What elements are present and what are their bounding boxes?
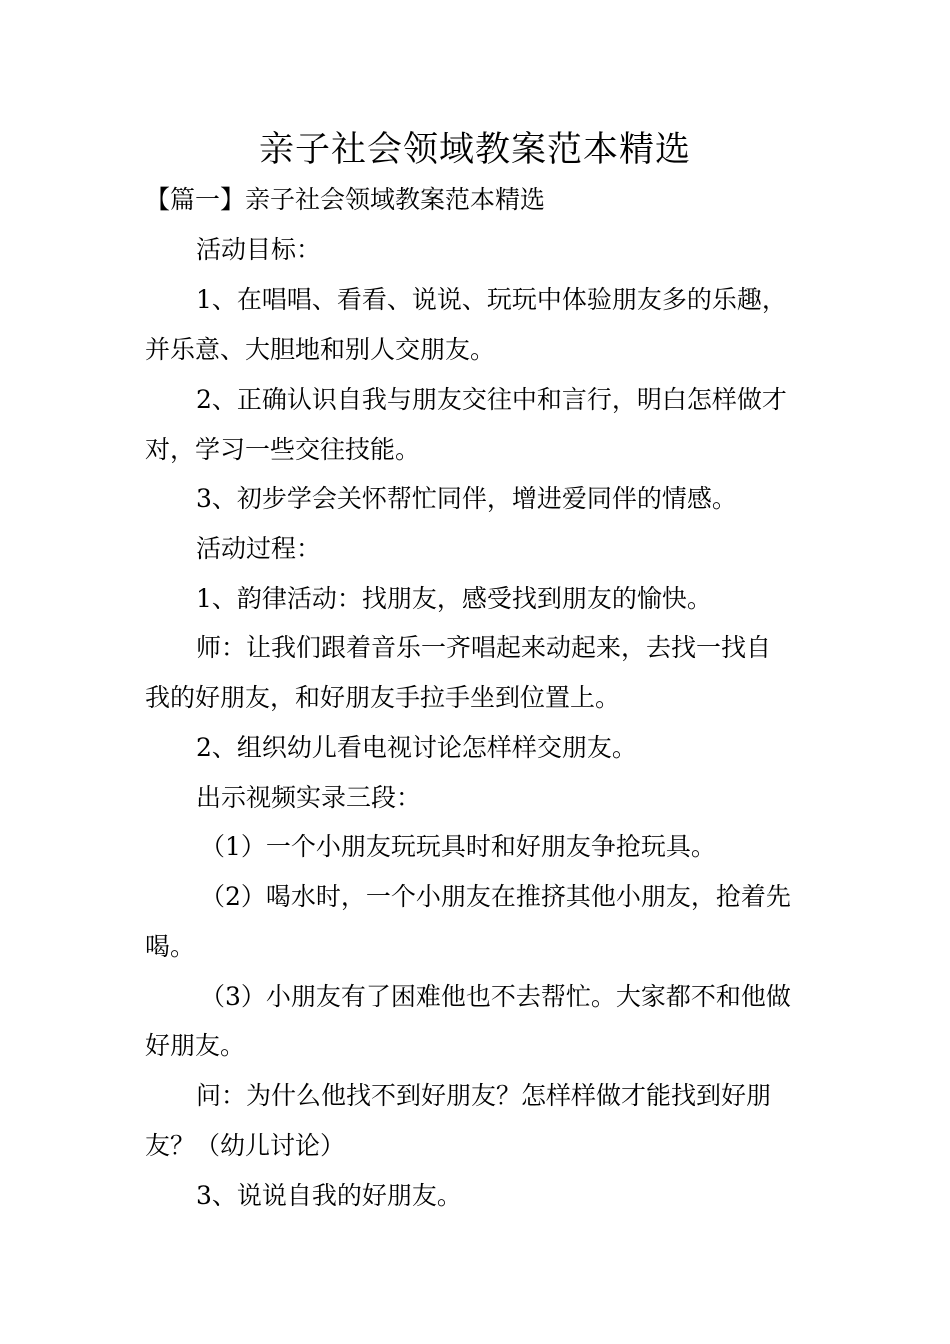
paragraph-line: 3、初步学会关怀帮忙同伴，增进爱同伴的情感。 — [196, 484, 737, 513]
section-heading: 【篇一】亲子社会领域教案范本精选 — [145, 185, 546, 214]
paragraph-line: 1、在唱唱、看看、说说、玩玩中体验朋友多的乐趣， — [196, 285, 787, 314]
paragraph-line: 并乐意、大胆地和别人交朋友。 — [145, 335, 496, 364]
paragraph-line: （1）一个小朋友玩玩具时和好朋友争抢玩具。 — [200, 832, 716, 861]
paragraph-line: 问：为什么他找不到好朋友？怎样样做才能找到好朋 — [196, 1081, 772, 1110]
paragraph-line: 喝。 — [145, 932, 196, 961]
paragraph-line: 对，学习一些交往技能。 — [145, 435, 421, 464]
paragraph-line: 出示视频实录三段： — [196, 783, 422, 812]
paragraph-line: 2、正确认识自我与朋友交往中和言行，明白怎样做才 — [196, 385, 787, 414]
paragraph-line: 师：让我们跟着音乐一齐唱起来动起来，去找一找自 — [196, 633, 772, 662]
paragraph-line: （2）喝水时，一个小朋友在推挤其他小朋友，抢着先 — [200, 882, 791, 911]
paragraph-line: 活动目标： — [196, 235, 322, 264]
paragraph-line: 3、说说自我的好朋友。 — [196, 1181, 462, 1210]
paragraph-line: 2、组织幼儿看电视讨论怎样样交朋友。 — [196, 733, 637, 762]
paragraph-line: 友？（幼儿讨论） — [145, 1131, 346, 1160]
paragraph-line: 活动过程： — [196, 534, 322, 563]
paragraph-line: （3）小朋友有了困难他也不去帮忙。大家都不和他做 — [200, 982, 791, 1011]
document-title: 亲子社会领域教案范本精选 — [258, 130, 691, 170]
paragraph-line: 好朋友。 — [145, 1031, 246, 1060]
paragraph-line: 1、韵律活动：找朋友，感受找到朋友的愉快。 — [196, 584, 712, 613]
paragraph-line: 我的好朋友，和好朋友手拉手坐到位置上。 — [145, 683, 621, 712]
